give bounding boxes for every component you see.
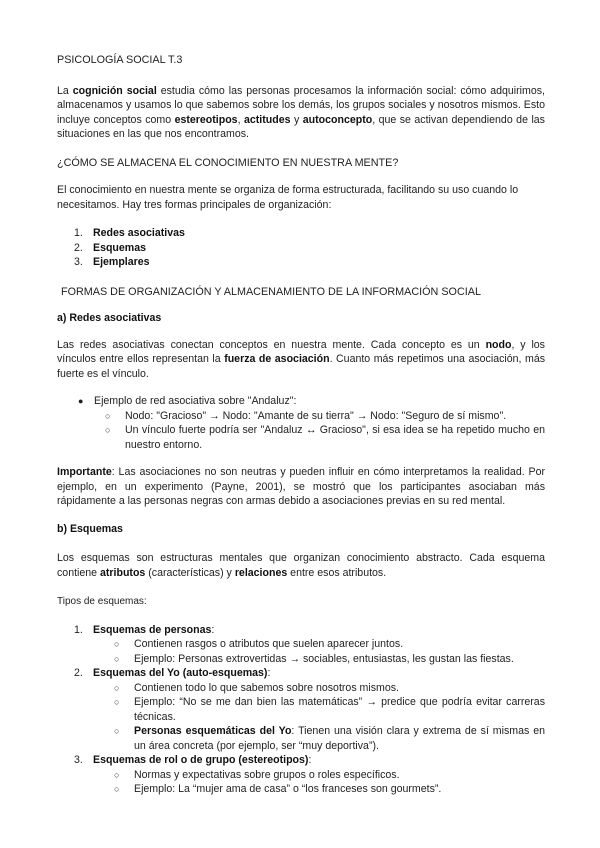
schema-types-label: Tipos de esquemas: <box>57 596 147 607</box>
important-note: Importante: Las asociaciones no son neutras y pueden influir en cómo interpretamos la realidad. Por ejemplo, en un experimento (Payne, 2001), se mostró que los participantes asociaban más rápidamente a las personas negras con armas debido a asociaciones previas en su red mental. <box>57 466 545 507</box>
subheading-redes: a) Redes asociativas <box>57 312 162 324</box>
list-item: ● Ejemplo de red asociativa sobre "Andaluz": ○ Nodo: "Gracioso" → Nodo: "Amante de su tierra" → Nodo: "Seguro de sí mismo". ○ Un vínculo fuerte podría ser "Andaluz ↔ Gracioso", si esa idea se ha repetido mucho en nuestro entorno. <box>78 395 545 451</box>
circle-bullet-icon: ○ <box>114 682 120 693</box>
organization-forms-list <box>57 226 545 270</box>
document-page <box>57 52 545 797</box>
circle-bullet-icon: ○ <box>114 639 120 649</box>
section-heading-forms: FORMAS DE ORGANIZACIÓN Y ALMACENAMIENTO DE LA INFORMACIÓN SOCIAL <box>61 285 481 298</box>
section-heading-storage: ¿CÓMO SE ALMACENA EL CONOCIMIENTO EN NUESTRA MENTE? <box>57 156 399 169</box>
subheading-esquemas: b) Esquemas <box>57 522 123 535</box>
list-item: 2. Esquemas <box>74 241 146 254</box>
circle-bullet-icon: ○ <box>114 726 120 736</box>
circle-bullet-icon: ○ <box>114 697 120 707</box>
redes-example-list <box>57 394 545 452</box>
list-item: 2. Esquemas del Yo (auto-esquemas): ○ Contienen todo lo que sabemos sobre nosotros mismos. ○ Ejemplo: “No se me dan bien las matemáticas” → predice que podría evitar carreras técnicas. ○ Personas esquemáticas del Yo: Tienen una visión clara y extrema de sí mismas en un área concreta (por ejemplo, ser “muy deportiva”). <box>74 667 546 752</box>
sub-list <box>93 681 545 754</box>
sub-list <box>93 637 545 666</box>
schema-types-list <box>57 623 545 797</box>
list-item: ○ Normas y expectativas sobre grupos o roles específicos. <box>114 768 400 781</box>
circle-bullet-icon: ○ <box>114 653 120 664</box>
bullet-icon: ● <box>78 396 84 406</box>
list-item: ○ Personas esquemáticas del Yo: Tienen una visión clara y extrema de sí mismas en un área concreta (por ejemplo, ser “muy deportiva”). <box>114 725 546 752</box>
list-item: ○ Ejemplo: Personas extrovertidas → sociables, entusiastas, les gustan las fiestas. <box>114 652 514 665</box>
sub-list <box>93 768 545 797</box>
list-item: 3. Ejemplares <box>74 256 150 268</box>
list-item: ○ Contienen todo lo que sabemos sobre nosotros mismos. <box>114 681 399 694</box>
esquemas-paragraph: Los esquemas son estructuras mentales que organizan conocimiento abstracto. Cada esquema contiene atributos (características) y relaciones entre esos atributos. <box>57 552 545 579</box>
circle-bullet-icon: ○ <box>105 410 111 421</box>
list-item: ○ Ejemplo: “No se me dan bien las matemáticas” → predice que podría evitar carreras técnicas. <box>114 696 545 723</box>
list-item: ○ Un vínculo fuerte podría ser "Andaluz ↔ Gracioso", si esa idea se ha repetido mucho en nuestro entorno. <box>105 424 545 451</box>
storage-paragraph: El conocimiento en nuestra mente se organiza de forma estructurada, facilitando su uso cuando lo necesitamos. Hay tres formas principales de organización: <box>57 184 519 211</box>
document-title: PSICOLOGÍA SOCIAL T.3 <box>57 54 183 66</box>
circle-bullet-icon: ○ <box>114 769 120 780</box>
list-item: 1. Esquemas de personas: ○ Contienen rasgos o atributos que suelen aparecer juntos. ○ Ejemplo: Personas extrovertidas → sociables, entusiastas, les gustan las fiestas. <box>93 623 545 667</box>
list-item: ○ Nodo: "Gracioso" → Nodo: "Amante de su tierra" → Nodo: "Seguro de sí mismo". <box>105 409 507 422</box>
redes-paragraph: Las redes asociativas conectan conceptos en nuestra mente. Cada concepto es un nodo, y los vínculos entre ellos representan la fuerza de asociación. Cuanto más repetimos una asociación, más fuerte es el vínculo. <box>57 338 546 380</box>
list-item: 3. Esquemas de rol o de grupo (estereotipos): ○ Normas y expectativas sobre grupos o roles específicos. ○ Ejemplo: La “mujer ama de casa” o “los franceses son gourmets”. <box>93 753 545 797</box>
list-item: ○ Contienen rasgos o atributos que suelen aparecer juntos. <box>114 638 404 650</box>
list-item: ○ Ejemplo: La “mujer ama de casa” o “los franceses son gourmets”. <box>114 783 442 795</box>
list-item: 1. Redes asociativas <box>74 227 185 239</box>
sub-list <box>94 409 545 453</box>
intro-paragraph: La cognición social estudia cómo las personas procesamos la información social: cómo adquirimos, almacenamos y usamos lo que sabemos sobre los demás, los grupos sociales y nosotros mismos. Esto incluye conceptos como estereotipos, actitudes y autoconcepto, que se activan dependiendo de las situaciones en las que nos encontramos. <box>57 84 545 140</box>
circle-bullet-icon: ○ <box>105 425 111 435</box>
circle-bullet-icon: ○ <box>114 784 120 794</box>
